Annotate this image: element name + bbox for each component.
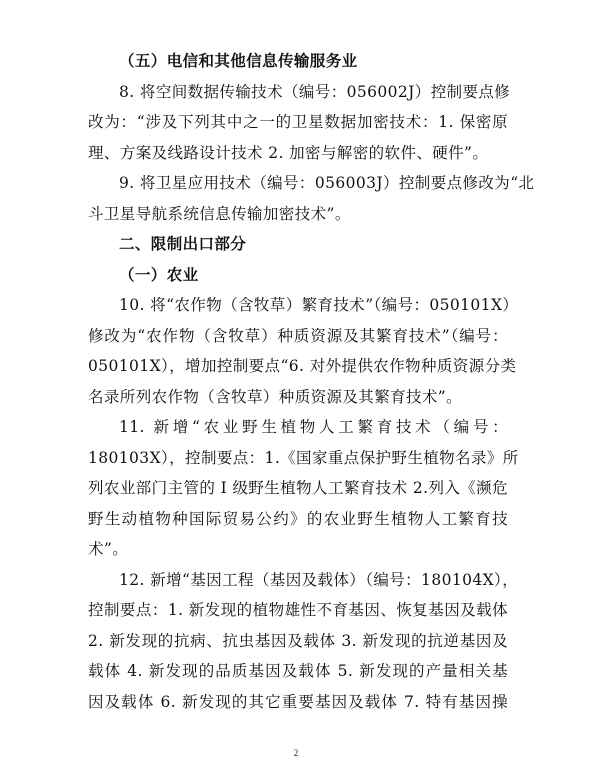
paragraph-line: 9. 将卫星应用技术（编号：056003J）控制要点修改为“北 bbox=[119, 174, 535, 192]
paragraph-line: 180103X），控制要点：1.《国家重点保护野生植物名录》所 bbox=[88, 448, 519, 467]
section-heading-telecom: （五）电信和其他信息传输服务业 bbox=[119, 52, 358, 70]
paragraph-line: 斗卫星导航系统信息传输加密技术”。 bbox=[88, 204, 351, 223]
paragraph-line: 050101X），增加控制要点“6. 对外提供农作物种质资源分类 bbox=[88, 357, 517, 375]
paragraph-line: 术”。 bbox=[88, 540, 129, 558]
paragraph-line: 10. 将“农作物（含牧草）繁育技术”（编号：050101X） bbox=[119, 296, 519, 314]
paragraph-line: 11. 新增“农业野生植物人工繁育技术（编号： bbox=[119, 418, 508, 436]
paragraph-line: 控制要点：1. 新发现的植物雄性不育基因、恢复基因及载体 bbox=[88, 601, 508, 619]
paragraph-line: 8. 将空间数据传输技术（编号：056002J）控制要点修 bbox=[119, 82, 511, 101]
paragraph-line: 名录所列农作物（含牧草）种质资源及其繁育技术”。 bbox=[88, 387, 463, 406]
paragraph-line: 列农业部门主管的 I 级野生植物人工繁育技术 2.列入《濒危 bbox=[88, 479, 508, 497]
paragraph-line: 载体 4. 新发现的品质基因及载体 5. 新发现的产量相关基 bbox=[88, 662, 508, 680]
paragraph-line: 修改为“农作物（含牧草）种质资源及其繁育技术”（编号： bbox=[88, 326, 508, 345]
paragraph-line: 2. 新发现的抗病、抗虫基因及载体 3. 新发现的抗逆基因及 bbox=[88, 631, 508, 650]
paragraph-line: 改为：“涉及下列其中之一的卫星数据加密技术：1. 保密原 bbox=[88, 113, 508, 131]
paragraph-line: 理、方案及线路设计技术 2. 加密与解密的软件、硬件”。 bbox=[88, 143, 489, 162]
document-body bbox=[88, 46, 535, 717]
section-heading-agriculture: （一）农业 bbox=[119, 265, 199, 284]
paragraph-line: 12. 新增“基因工程（基因及载体）（编号：180104X）， bbox=[119, 570, 519, 589]
paragraph-line: 野生动植物种国际贸易公约》的农业野生植物人工繁育技 bbox=[88, 509, 508, 528]
page-number: 2 bbox=[293, 748, 299, 758]
section-heading-export-restricted: 二、限制出口部分 bbox=[119, 235, 247, 253]
paragraph-line: 因及载体 6. 新发现的其它重要基因及载体 7. 特有基因操 bbox=[88, 692, 508, 711]
